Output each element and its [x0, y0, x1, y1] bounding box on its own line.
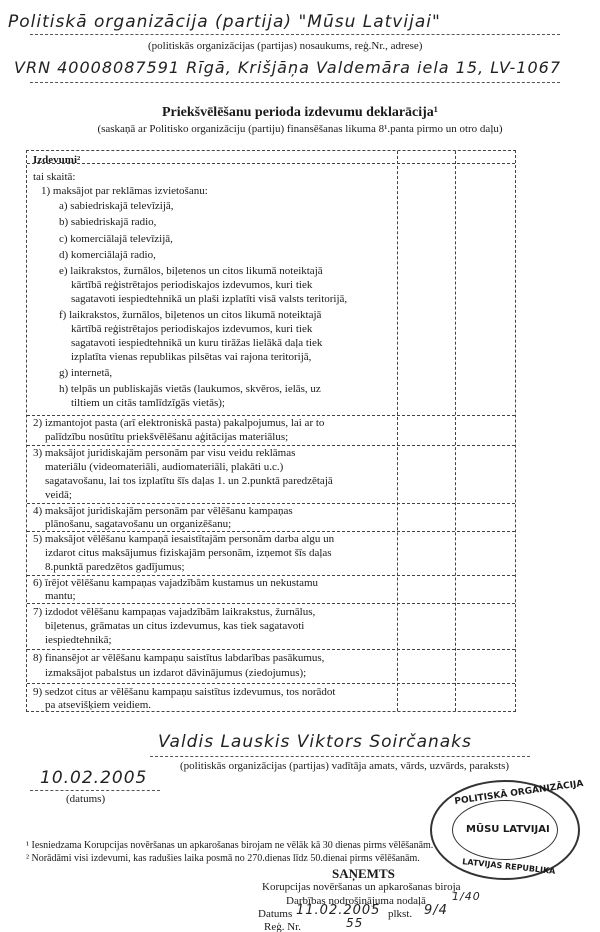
table-row: 5) maksājot vēlēšanu kampaņā iesaistītajām personām darba algu un [33, 533, 335, 545]
seal-bottom-text: LATVIJAS REPUBLIKA [461, 857, 556, 876]
table-row: a) sabiedriskajā televīzijā, [59, 200, 174, 212]
table-row: 2) izmantojot pasta (arī elektroniskā pasta) pakalpojumus, lai ar to [33, 417, 325, 429]
date-caption: (datums) [66, 793, 106, 805]
table-row: izmaksājot pabalstus un izdarot dāvinājumus (ziedojumus); [45, 667, 307, 679]
signature-handwritten: Valdis Lauskis Viktors Soirčanaks [158, 732, 472, 752]
signature-caption: (politiskās organizācijas (partijas) vadītāja amats, vārds, uzvārds, paraksts) [180, 760, 510, 772]
row-divider [27, 683, 515, 684]
signature-line [150, 756, 530, 757]
table-row: c) komerciālajā televīzijā, [59, 233, 173, 245]
registration-line [30, 82, 560, 83]
received-reg-label: Reģ. Nr. [264, 921, 301, 932]
table-row: b) sabiedriskajā radio, [59, 216, 157, 228]
seal-top-text: POLITISKĀ ORGANIZĀCIJA [453, 779, 585, 807]
table-row: izdarot citus maksājumus fiziskajām personām, izņemot šīs daļas [45, 547, 332, 559]
table-row: h) telpās un publiskajās vietās (laukumos, skvēros, ielās, uz [59, 383, 321, 395]
received-title: SAŅEMTS [332, 866, 395, 881]
row-divider [27, 531, 515, 532]
received-office: Korupcijas novēršanas un apkarošanas biroja [262, 881, 461, 893]
date-handwritten: 10.02.2005 [40, 768, 148, 788]
table-row: e) laikrakstos, žurnālos, biļetenos un citos likumā noteiktajā [59, 265, 323, 277]
received-reg-handwritten: 55 [346, 916, 364, 930]
received-date-label: Datums [258, 908, 293, 920]
table-row: kārtībā reģistrētajos periodiskajos izdevumos, kuri tiek [71, 323, 313, 335]
party-name-line [30, 34, 560, 35]
row-divider [27, 649, 515, 650]
table-row: biļetenus, grāmatas un citus izdevumus, kas tiek sagatavoti [45, 620, 305, 632]
party-name-handwritten: Politiskā organizācija (partija) "Mūsu Latvijai" [8, 12, 441, 32]
table-row: 7) izdodot vēlēšanu kampaņas vajadzībām laikrakstus, žurnālus, [33, 606, 316, 618]
table-row: iespiedtehnikā; [45, 634, 112, 646]
table-row: kārtībā reģistrētajos periodiskajos izdevumos, kuri tiek [71, 279, 313, 291]
row-divider [27, 445, 515, 446]
registration-handwritten: VRN 40008087591 Rīgā, Krišjāņa Valdemāra iela 15, LV-1067 [14, 58, 561, 77]
table-row: materiālu (videomateriāli, audiomateriāli, plakāti u.c.) [45, 461, 284, 473]
table-row: mantu; [45, 590, 76, 602]
row-divider [27, 603, 515, 604]
table-row: izplatīta vienas republikas pilsētas vai rajona teritorijā, [71, 351, 312, 363]
party-caption: (politiskās organizācijas (partijas) nosaukums, reģ.Nr., adrese) [148, 40, 423, 52]
expenses-table [26, 150, 516, 712]
footnote-1: ¹ Iesniedzama Korupcijas novēršanas un apkarošanas birojam ne vēlāk kā 30 dienas pirms vēlēšanām. [26, 840, 434, 851]
table-row: veidā; [45, 489, 72, 501]
table-row: 3) maksājot juridiskajām personām par visu veidu reklāmas [33, 447, 296, 459]
table-row: tai skaitā: [33, 171, 76, 183]
table-row: pa atsevišķiem veidiem. [45, 699, 151, 711]
received-department-handwritten: 1/40 [452, 890, 481, 903]
column-divider-1 [397, 151, 398, 711]
table-row: sagatavošanu, lai tos izplatītu šīs daļas 1. un 2.punktā paredzētajā [45, 475, 333, 487]
row-divider [27, 163, 515, 164]
table-row: 6) īrējot vēlēšanu kampaņas vajadzībām kustamus un nekustamu [33, 577, 319, 589]
table-row: 4) maksājot juridiskajām personām par vēlēšanu kampaņas [33, 505, 293, 517]
row-divider [27, 503, 515, 504]
document-title: Priekšvēlēšanu perioda izdevumu deklarācija¹ [161, 105, 439, 120]
received-date-handwritten: 11.02.2005 [296, 903, 381, 918]
table-row: tiltiem un citās tamlīdzīgās vietās); [71, 397, 225, 409]
seal-center-text: MŪSU LATVIJAI [466, 824, 550, 835]
column-divider-2 [455, 151, 456, 711]
table-row: sagatavoti iespiedtehnikā un kuru tirāžas lielākā daļa tiek [71, 337, 323, 349]
received-department: Darbības nodrošinājuma nodaļā [286, 895, 426, 907]
date-line [30, 790, 160, 791]
table-row: 1) maksājot par reklāmas izvietošanu: [41, 185, 208, 197]
party-seal [430, 779, 585, 880]
table-row: sagatavoti iespiedtehnikā un plaši izplatīti visā valsts teritorijā, [71, 293, 348, 305]
received-time-label: plkst. [388, 908, 413, 920]
table-row: Izdevumi² [33, 154, 81, 166]
table-row: f) laikrakstos, žurnālos, biļetenos un citos likumā noteiktajā [59, 309, 322, 321]
table-row: 8.punktā paredzētos gadījumus; [45, 561, 185, 573]
table-row: palīdzību nosūtītu priekšvēlēšanu aģitācijas materiālus; [45, 431, 289, 443]
document-subtitle: (saskaņā ar Politisko organizāciju (partiju) finansēšanas likuma 8¹.panta pirmo un otro daļu) [97, 123, 503, 135]
table-row: 9) sedzot citus ar vēlēšanu kampaņu saistītus izdevumus, tos norādot [33, 686, 336, 698]
table-row: 8) finansējot ar vēlēšanu kampaņu saistītus labdarības pasākumus, [33, 652, 325, 664]
row-divider [27, 415, 515, 416]
table-row: plānošanu, sagatavošanu un organizēšanu; [45, 518, 232, 530]
received-time-handwritten: 9/4 [424, 903, 448, 918]
footnote-2: ² Norādāmi visi izdevumi, kas radušies laika posmā no 270.dienas līdz 50.dienai pirms vēlēšanām. [26, 853, 420, 864]
table-row: d) komerciālajā radio, [59, 249, 156, 261]
table-row: g) internetā, [59, 367, 113, 379]
row-divider [27, 575, 515, 576]
